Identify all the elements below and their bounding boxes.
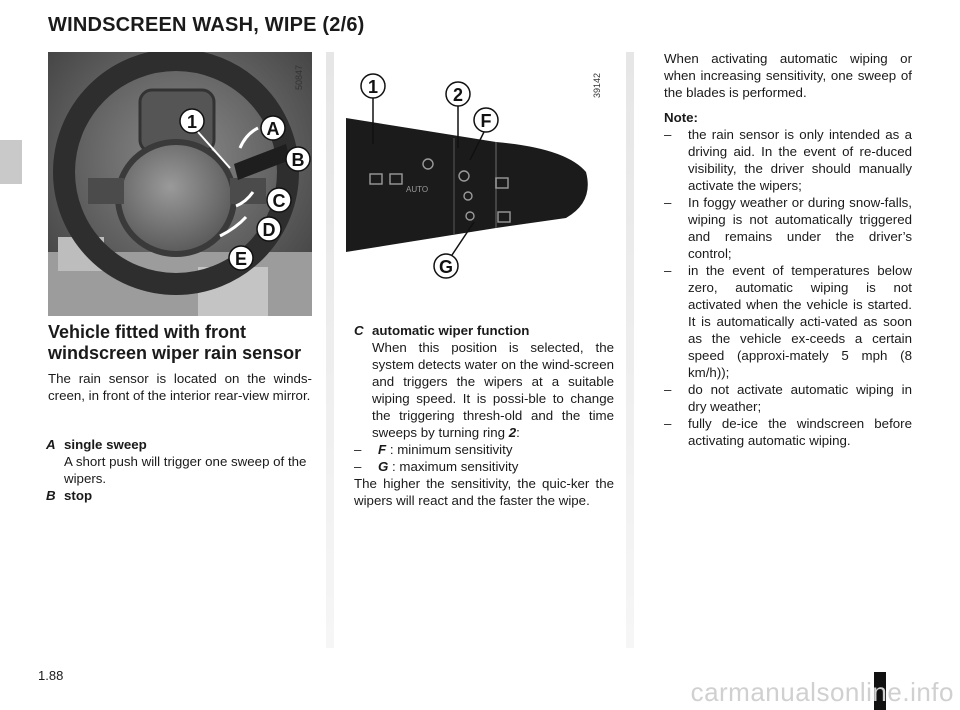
svg-text:G: G [438,257,454,277]
note-item: – fully de-ice the windscreen before activating automatic wiping. [664,416,912,448]
photo-callouts [48,52,312,316]
column-divider-right [626,52,634,648]
svg-text:F: F [480,111,492,131]
section-tab [0,140,22,184]
arrow-up-icon [240,128,258,148]
callout-1 [180,109,230,168]
definition-a: A single sweep A short push will trigger one sweep of the wipers. [46,437,307,486]
right-column [664,50,912,449]
note-list [664,126,912,449]
callout-b [286,147,310,171]
svg-text:1: 1 [186,112,198,132]
svg-text:E: E [234,249,248,269]
movement-arrows [220,128,258,236]
figure-code-left: 50847 [294,64,304,90]
wiper-stalk-diagram [346,52,612,322]
note-item: – do not activate automatic wiping in dry weather; [664,382,912,414]
sensitivity-f: – F : minimum sensitivity [354,442,513,457]
figure-code-right: 39142 [592,72,602,98]
column-divider-left [326,52,334,648]
section-heading: Vehicle fitted with front windscreen wiper rain sensor [48,322,302,363]
svg-text:C: C [272,191,286,211]
arrow-down-long-icon [220,217,246,236]
sensitivity-g: – G : maximum sensitivity [354,459,519,474]
note-label: Note: [664,110,698,125]
note-item: – in the event of temperatures below zero, automatic wiping is not activated when the vehicle is started. It is automatically acti-vated as soon as the vehicle ex-ceeds a certain speed (approxi-mately 5 mph (8 km/h)); [664,263,912,380]
definition-list [46,436,312,504]
closing-paragraph: The higher the sensitivity, the quic-ker the wipers will react and the faster the wipe. [354,476,614,508]
svg-text:2: 2 [452,85,464,105]
definition-c: C automatic wiper function When this position is selected, the system detects water on the wind-screen and triggers the wipers at a suitable wiping speed. It is possi-ble to change the triggering thresh-old and the time sweeps by turning ring 2: – F : minimum sensitivity – G : maximum sensitivity The higher the sensitivity, the quic-ker the wipers will react and the faster the wipe. [354,323,614,508]
page-title: WINDSCREEN WASH, WIPE (2/6) [48,14,365,36]
intro-paragraph-right: When activating automatic wiping or when increasing sensitivity, one sweep of the blades is performed. [664,51,912,100]
stalk-auto-label: AUTO [406,185,429,194]
svg-text:1: 1 [367,77,379,97]
callout-c [267,188,291,212]
svg-text:A: A [266,119,280,139]
callout-e [229,246,253,270]
arrow-down-icon [236,192,253,206]
note-item: – the rain sensor is only intended as a driving aid. In the event of re-duced visibility, the driver should manually activate the wipers; [664,127,912,193]
page-number: 1.88 [38,668,64,683]
watermark: carmanualsonline.info [690,677,954,707]
callout-a [261,116,285,140]
svg-text:B: B [291,150,305,170]
definition-b: B stop [46,488,93,503]
note-item: – In foggy weather or during snow-falls, wiping is not automatically triggered and remains under the driver’s control; [664,195,912,261]
svg-text:D: D [262,220,276,240]
intro-paragraph: The rain sensor is located on the winds-creen, in front of the interior rear-view mirror. [48,371,312,403]
callout-d [257,217,281,241]
